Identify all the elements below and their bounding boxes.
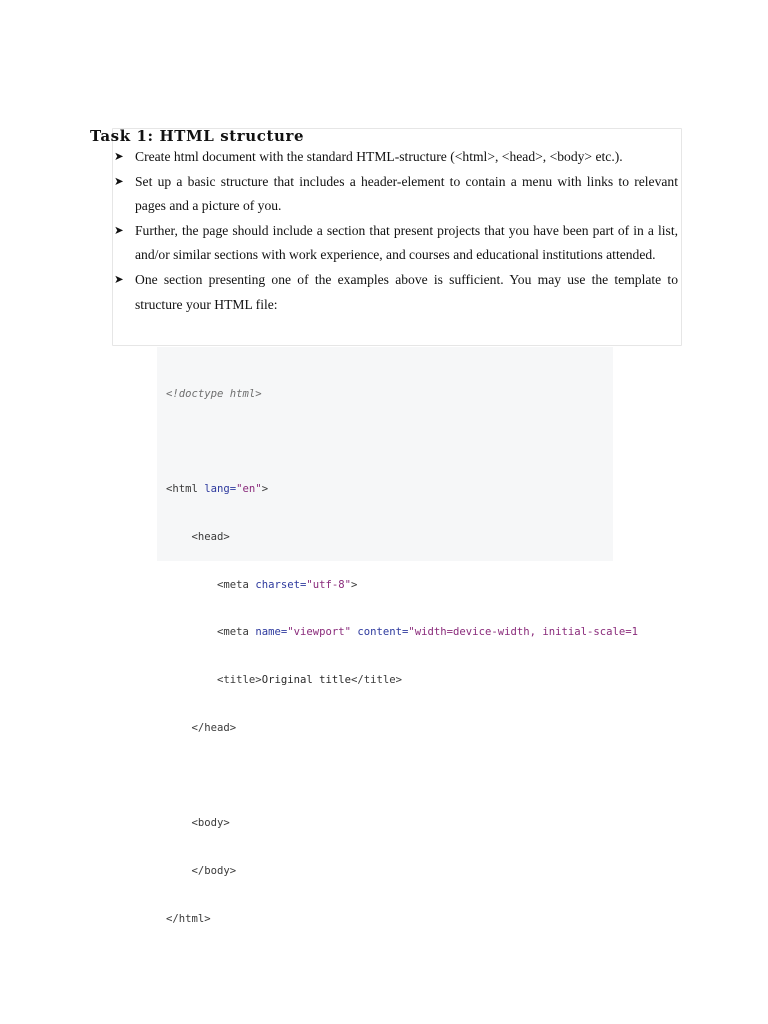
code-line-meta-charset bbox=[166, 578, 638, 594]
name-value: "viewport" bbox=[287, 626, 351, 639]
code-line-head-close bbox=[166, 721, 638, 737]
code-line-doctype bbox=[166, 387, 638, 403]
body-open-tag: <body> bbox=[191, 817, 230, 830]
lang-attr: lang= bbox=[204, 483, 237, 496]
bullet-text: Set up a basic structure that includes a header-element to contain a menu with links to relevant pages and a picture of you. bbox=[135, 173, 678, 214]
list-item bbox=[112, 268, 678, 317]
lang-value: "en" bbox=[236, 483, 262, 496]
bullet-text: Create html document with the standard HTML-structure (<html>, <head>, <body> etc.). bbox=[135, 149, 623, 164]
list-item bbox=[112, 219, 678, 268]
code-line-html-close bbox=[166, 912, 638, 928]
arrowhead-bullet-icon: ➤ bbox=[114, 224, 124, 237]
code-line-meta-viewport bbox=[166, 625, 638, 641]
code-line-blank bbox=[166, 768, 638, 784]
code-line-head-open bbox=[166, 530, 638, 546]
code-sample-box bbox=[157, 347, 639, 925]
html-open-close: > bbox=[261, 483, 269, 496]
arrowhead-bullet-icon: ➤ bbox=[114, 151, 124, 163]
title-open-tag: <title> bbox=[217, 674, 262, 687]
code-line-body-close bbox=[166, 864, 638, 880]
name-attr: name= bbox=[255, 626, 288, 639]
code-line-title bbox=[166, 673, 638, 689]
code-line-blank bbox=[166, 435, 638, 451]
task-heading: Task 1: HTML structure bbox=[90, 127, 305, 145]
html-close-tag: </html> bbox=[166, 912, 211, 925]
task-bullet-list bbox=[112, 145, 678, 317]
title-close-tag: </title> bbox=[350, 674, 403, 687]
bullet-text: Further, the page should include a section that present projects that you have been part of in a list, and/or similar sections with work experience, and courses and educational institutions attended. bbox=[135, 222, 678, 263]
content-attr: content= bbox=[357, 626, 409, 639]
charset-attr: charset= bbox=[255, 578, 307, 591]
arrowhead-bullet-icon: ➤ bbox=[114, 175, 124, 188]
code-block bbox=[166, 355, 638, 959]
doctype-comment: <!doctype html> bbox=[166, 387, 262, 400]
code-line-body-open bbox=[166, 816, 638, 832]
charset-value: "utf-8" bbox=[306, 578, 351, 591]
head-close-tag: </head> bbox=[191, 721, 237, 734]
meta-tag: <meta bbox=[217, 626, 249, 639]
content-value: "width=device-width, initial-scale=1 bbox=[408, 626, 639, 639]
html-open-tag: <html bbox=[166, 483, 198, 496]
meta-tag: <meta bbox=[217, 578, 249, 591]
list-item bbox=[112, 170, 678, 219]
body-close-tag: </body> bbox=[191, 864, 237, 877]
bullet-text: One section presenting one of the examples above is sufficient. You may use the template to structure your HTML file: bbox=[135, 271, 678, 312]
arrowhead-bullet-icon: ➤ bbox=[114, 273, 124, 286]
head-open-tag: <head> bbox=[191, 530, 230, 543]
meta-close: > bbox=[351, 578, 358, 591]
title-text: Original title bbox=[261, 674, 351, 687]
list-item bbox=[112, 145, 678, 170]
code-line-html-open bbox=[166, 482, 638, 498]
